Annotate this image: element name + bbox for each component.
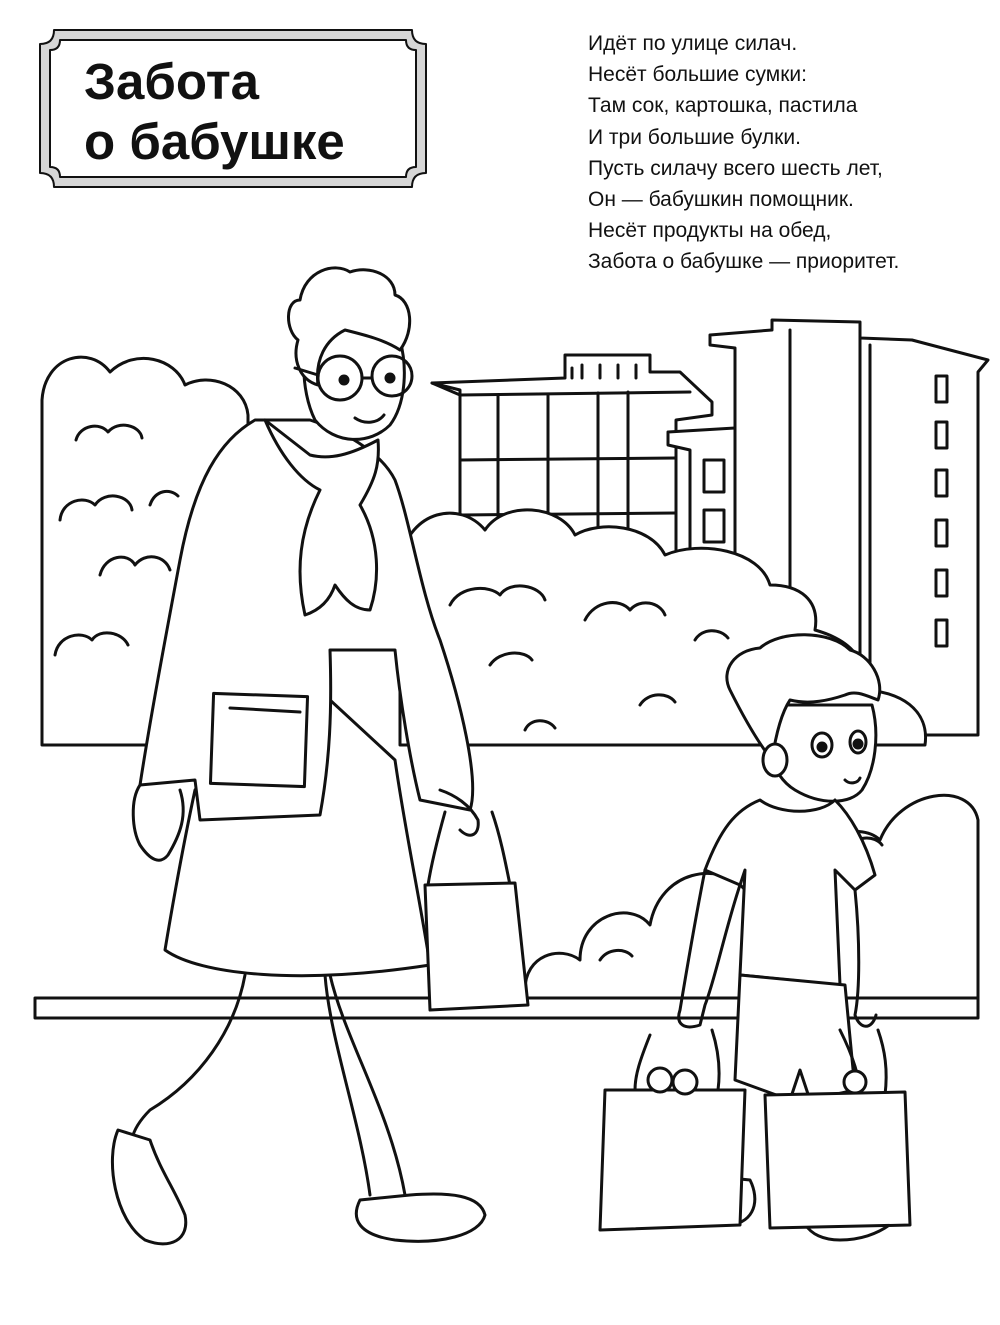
- page-title-line-2: о бабушке: [84, 113, 345, 170]
- poem-line: Там сок, картошка, пастила: [588, 94, 858, 118]
- page-title: [84, 52, 404, 172]
- poem-line: Несёт большие сумки:: [588, 63, 807, 87]
- poem-line: Несёт продукты на обед,: [588, 219, 832, 243]
- page-title-line-1: Забота: [84, 53, 260, 110]
- poem-line: Пусть силачу всего шесть лет,: [588, 156, 883, 180]
- poem-line: Забота о бабушке — приоритет.: [588, 250, 900, 274]
- poem-line: Идёт по улице силач.: [588, 32, 798, 55]
- poem-line: Он — бабушкин помощник.: [588, 188, 854, 212]
- poem-line: И три большие булки.: [588, 125, 801, 149]
- poem: [588, 28, 993, 278]
